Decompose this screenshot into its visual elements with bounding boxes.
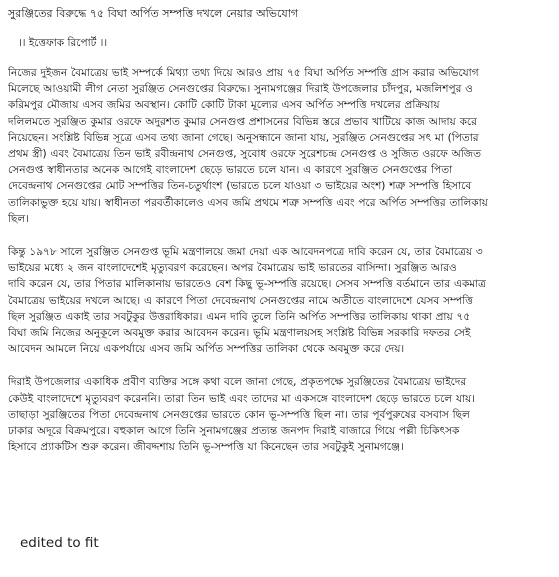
paragraph-line: ছিল।	[8, 212, 29, 225]
article-paragraph-2	[8, 244, 551, 357]
paragraph-line: সেনগুপ্ত স্বাধীনতার অনেক আগেই বাংলাদেশ ছেড়ে ভারতে চলে যান। এ কারণে সুরঞ্জিত সেনগুপ্তের পিতা	[8, 164, 453, 177]
paragraph-line: মিলেছে আওয়ামী লীগ নেতা সুরঞ্জিত সেনগুপ্তের বিরুদ্ধে। সুনামগঞ্জের দিরাই উপজেলার চাঁদপুর, মজলিশপুর ও	[8, 83, 473, 96]
paragraph-line: ঢাকার অদূরে বিক্রমপুরে। বহুকাল আগে তিনি সুনামগঞ্জের প্রত্যন্ত জনপদ দিরাই বাজারে গিয়ে পল্লী চিকিৎসক	[8, 425, 460, 438]
paragraph-line: দেবেন্দ্রনাথ সেনগুপ্তের মোট সম্পত্তির তিন-চতুর্থাংশ (ভারতে চলে যাওয়া ৩ ভাইয়ের অংশ) শত্রু সম্পত্তি হিসাবে	[8, 180, 472, 193]
paragraph-line: বিঘা জমি নিজের অনুকূলে অবমুক্ত করার আবেদন করেন। ভূমি মন্ত্রণালয়সহ সংশ্লিষ্ট বিভিন্ন সরকারি দফতর সেই	[8, 327, 471, 340]
paragraph-line: আবেদন আমলে নিয়ে একপর্যায়ে এসব জমি অর্পিত সম্পত্তির তালিকা থেকে অবমুক্ত করে দেয়।	[8, 343, 405, 356]
paragraph-line: নিয়েছেন। সংশ্লিষ্ট বিভিন্ন সূত্রে এসব তথ্য জানা গেছে। অনুসন্ধানে জানা যায়, সুরঞ্জিত সেনগুপ্তের সৎ মা (পিতার	[8, 131, 479, 144]
paragraph-line: কেউই বাংলাদেশে মৃত্যুবরণ করেননি। তারা তিন ভাই এবং তাদের মা একসঙ্গে বাংলাদেশ ছেড়ে ভারতে চলে যায়।	[8, 392, 475, 405]
article-headline: সুরঞ্জিতের বিরুদ্ধে ৭৫ বিঘা অর্পিত সম্পত্তি দখলে নেয়ার অভিযোগ	[8, 7, 299, 20]
paragraph-line: প্রথম স্ত্রী) এবং বৈমাত্রেয় তিন ভাই রবীন্দ্রনাথ সেনগুপ্ত, সুবোধ ওরফে সুরেশচন্দ্র সেনগুপ্ত ও সুজিত ওরফে অজিত	[8, 148, 481, 161]
paragraph-line: হিসাবে প্র্যাকটিস শুরু করেন। জীবদ্দশায় তিনি ভূ-সম্পত্তি যা কিনেছেন তার সবটুকুই সুনামগঞ্জে।	[8, 441, 404, 454]
article-paragraph-1	[8, 65, 551, 227]
paragraph-line: তাছাড়া সুরঞ্জিতের পিতা দেবেন্দ্রনাথ সেনগুপ্তের ভারতে কোন ভূ-সম্পত্তি ছিল না। তার পূর্বপুরুষের বসবাস ছিল	[8, 408, 470, 421]
paragraph-line: নিজের দুইজন বৈমাত্রেয় ভাই সম্পর্কে মিথ্যা তথ্য দিয়ে আরও প্রায় ৭৫ বিঘা অর্পিত সম্পত্তি গ্রাস করার অভিযোগ	[8, 67, 479, 79]
paragraph-line: দাবি করেন যে, তার পিতার মালিকানায় ভারতেও বেশ কিছু ভূ-সম্পত্তি রয়েছে। সেসব সম্পত্তি বর্তমানে তার একমাত্র	[8, 278, 486, 291]
paragraph-line: তালিকাভুক্ত হয়ে যায়। স্বাধীনতা পরবর্তীকালেও এসব জমি প্রথমে শত্রু সম্পত্তি এবং পরে অর্পিত সম্পত্তির তালিকায়	[8, 196, 488, 209]
article-paragraph-3	[8, 374, 551, 455]
paragraph-line: বৈমাত্রেয় ভাইয়ের দখলে আছে। এ কারণে পিতা দেবেন্দ্রনাথ সেনগুপ্তের নামে অতীতে বাংলাদেশে যেসব সম্পত্তি	[8, 294, 473, 307]
paragraph-line: করিমপুর মৌজায় এসব জমির অবস্থান। কোটি কোটি টাকা মূল্যের এসব অর্পিত সম্পত্তি দখলের প্রক্রিয়ায়	[8, 99, 440, 112]
paragraph-line: কিন্তু ১৯৭৮ সালে সুরঞ্জিত সেনগুপ্ত ভূমি মন্ত্রণালয়ে জমা দেয়া এক আবেদনপত্রে দাবি করেন যে, তার বৈমাত্রেয় ৩	[8, 246, 483, 259]
article-byline: ।। ইত্তেফাক রিপোর্ট ।।	[18, 37, 108, 49]
paragraph-line: ভাইয়ের মধ্যে ২ জন বাংলাদেশেই মৃত্যুবরণ করেছেন। অপর বৈমাত্রেয় ভাই ভারতের বাসিন্দা। সুরঞ্জিত আরও	[8, 262, 457, 275]
paragraph-line: দিরাই উপজেলার একাধিক প্রবীণ ব্যক্তির সঙ্গে কথা বলে জানা গেছে, প্রকৃতপক্ষে সুরঞ্জিতের বৈমাত্রেয় ভাইদের	[8, 376, 467, 389]
paragraph-line: ছিল সুরঞ্জিত একাই তার সবটুকুর উত্তরাধিকার। এমন দাবি তুলে তিনি অর্পিত সম্পত্তির তালিকায় থাকা প্রায় ৭৫	[8, 310, 471, 323]
paragraph-line: দলিলমতে সুরঞ্জিত কুমার ওরফে অদুরশত কুমার সেনগুপ্ত প্রশাসনের বিভিন্ন স্তরে প্রভাব খাটিয়ে কাজ আদায় করে	[8, 115, 477, 128]
edit-note-caption: edited to fit	[20, 535, 99, 551]
